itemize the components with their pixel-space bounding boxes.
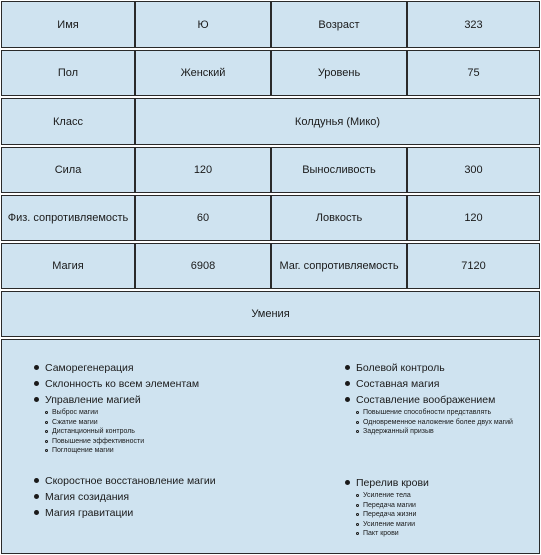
name-label-text: Имя	[57, 18, 79, 31]
age-value-text: 323	[464, 18, 483, 31]
sub-skill-item: Усиление тела	[356, 491, 539, 501]
gender-label-text: Пол	[57, 67, 79, 79]
class-label-text: Класс	[53, 115, 83, 128]
age-value	[407, 1, 540, 48]
name-value-text: Ю	[197, 18, 209, 31]
class-label	[1, 98, 135, 145]
skills-list-left-bottom	[33, 473, 303, 521]
skill-item	[344, 360, 539, 376]
skill-item	[33, 360, 303, 376]
strength-value	[135, 147, 271, 193]
mag-res-label	[271, 243, 407, 289]
endurance-value	[407, 147, 540, 193]
sub-skill-item: Передача магии	[356, 501, 539, 511]
skill-item	[344, 376, 539, 392]
age-label-text: Возраст	[318, 18, 360, 31]
phys-res-value-text: 60	[196, 212, 210, 224]
class-value-text: Колдунья (Мико)	[294, 115, 381, 128]
skill-item	[33, 473, 303, 489]
skills-panel	[1, 339, 540, 554]
sub-skill-list	[344, 408, 539, 437]
sub-skill-item: Задержанный призыв	[356, 427, 539, 437]
sub-skill-item: Дистанционный контроль	[45, 427, 303, 437]
skill-name: Склонность ко всем элементам	[45, 378, 200, 390]
skills-header-text: Умения	[251, 308, 290, 320]
skill-name: Управление магией	[45, 394, 141, 406]
agility-label-text: Ловкость	[315, 212, 363, 224]
endurance-label-text: Выносливость	[302, 164, 376, 176]
gender-value-text: Женский	[180, 67, 226, 79]
magic-label	[1, 243, 135, 289]
skill-name: Болевой контроль	[356, 362, 445, 374]
skill-item	[344, 392, 539, 408]
magic-label-text: Магия	[52, 260, 84, 272]
level-value	[407, 50, 540, 96]
endurance-label	[271, 147, 407, 193]
gender-value	[135, 50, 271, 96]
mag-res-value-text: 7120	[461, 260, 486, 272]
sub-skill-item: Усиление магии	[356, 520, 539, 530]
sub-skill-item: Передача жизни	[356, 510, 539, 520]
skill-item	[33, 489, 303, 505]
sub-skill-list	[344, 491, 539, 539]
skills-list-right-top	[344, 360, 539, 438]
magic-value	[135, 243, 271, 289]
sub-skill-item: Повышение способности представлять	[356, 408, 539, 418]
sub-skill-item: Поглощение магии	[45, 446, 303, 456]
phys-res-label-text: Физ. сопротивляемость	[7, 212, 129, 224]
skill-name: Составление воображением	[356, 394, 496, 406]
skill-item	[344, 475, 539, 491]
mag-res-value	[407, 243, 540, 289]
skills-list-right-bottom	[344, 475, 539, 540]
phys-res-label	[1, 195, 135, 241]
skill-item	[33, 392, 303, 408]
skill-name: Магия гравитации	[45, 507, 134, 519]
name-value	[135, 1, 271, 48]
sub-skill-item: Пакт крови	[356, 529, 539, 539]
skill-item	[33, 505, 303, 521]
skill-name: Саморегенерация	[45, 362, 134, 374]
sub-skill-item: Выброс магии	[45, 408, 303, 418]
skills-header	[1, 291, 540, 337]
strength-label-text: Сила	[54, 164, 82, 176]
gender-label	[1, 50, 135, 96]
level-label	[271, 50, 407, 96]
name-label	[1, 1, 135, 48]
agility-value	[407, 195, 540, 241]
agility-label	[271, 195, 407, 241]
class-value	[135, 98, 540, 145]
age-label	[271, 1, 407, 48]
skill-name: Скоростное восстановление магии	[45, 475, 216, 487]
skill-name: Составная магия	[356, 378, 440, 390]
sub-skill-item: Сжатие магии	[45, 418, 303, 428]
level-value-text: 75	[467, 67, 480, 79]
agility-value-text: 120	[464, 212, 483, 224]
sub-skill-item: Повышение эффективности	[45, 437, 303, 447]
endurance-value-text: 300	[464, 164, 483, 176]
phys-res-value	[135, 195, 271, 241]
skills-list-left-top	[33, 360, 303, 457]
strength-value-text: 120	[193, 164, 213, 176]
skill-name: Магия созидания	[45, 491, 130, 503]
skill-name: Перелив крови	[356, 477, 429, 489]
sub-skill-list	[33, 408, 303, 456]
skill-item	[33, 376, 303, 392]
level-label-text: Уровень	[317, 67, 361, 79]
strength-label	[1, 147, 135, 193]
magic-value-text: 6908	[190, 260, 216, 272]
sub-skill-item: Одновременное наложение более двух магий	[356, 418, 539, 428]
mag-res-label-text: Маг. сопротивляемость	[279, 260, 399, 272]
